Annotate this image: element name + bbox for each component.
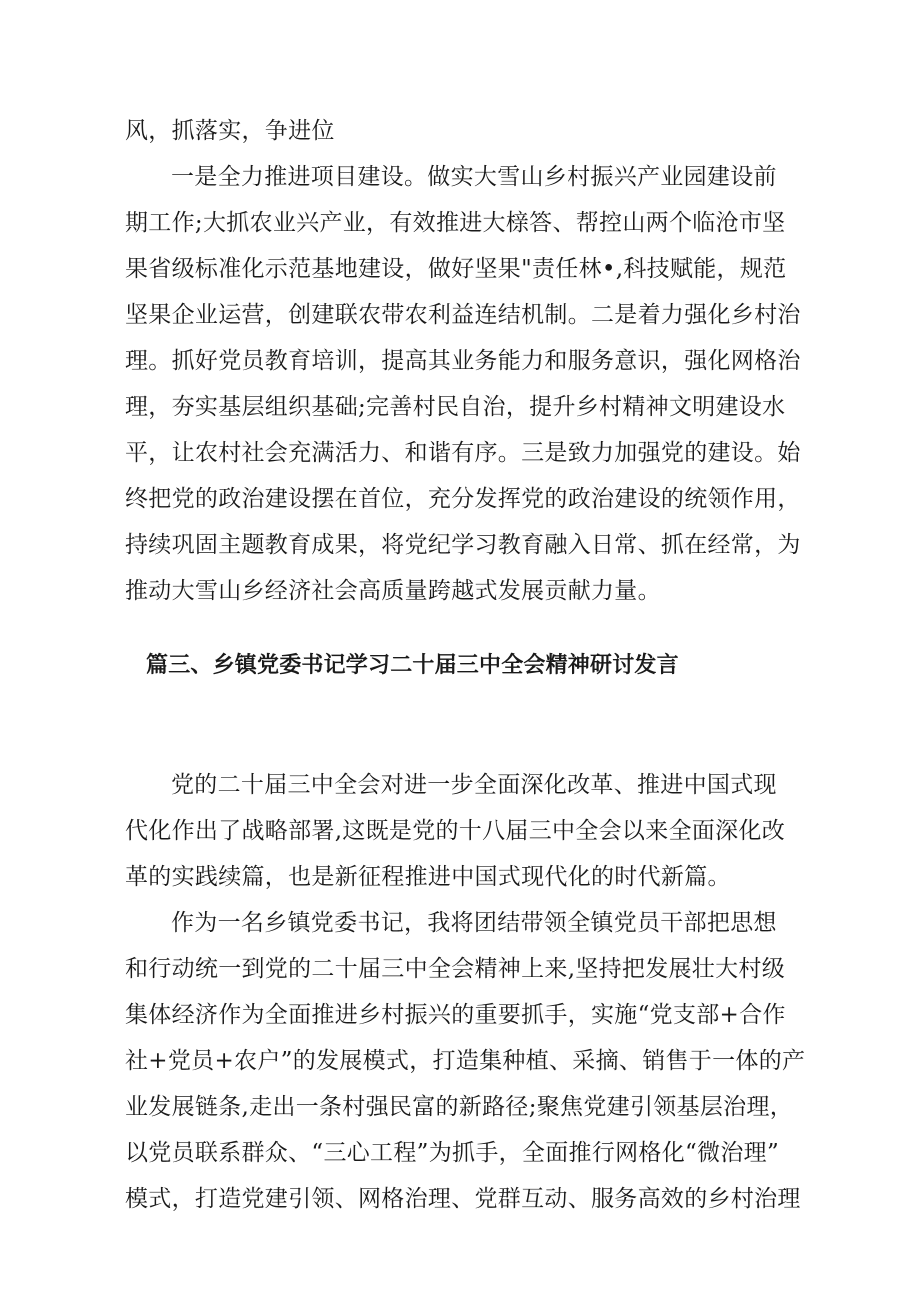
text-line: 坚果企业运营，创建联农带农利益连结机制。二是着力强化乡村治: [125, 302, 801, 328]
text-line: 社+党员+农户”的发展模式，打造集种植、采摘、销售于一体的产: [125, 1048, 806, 1074]
text-line: 代化作出了战略部署,这既是党的十八届三中全会以来全面深化改: [125, 818, 786, 844]
text-line: 和行动统一到党的二十届三中全会精神上来,坚持把发展壮大村级: [125, 956, 786, 982]
text-line: 风，抓落实，争进位: [125, 118, 335, 144]
section-two-paragraph: [125, 108, 805, 614]
text-line: 期工作;大抓农业兴产业，有效推进大榇答、帮控山两个临沧市坚: [125, 210, 786, 236]
section-three-body: [125, 762, 805, 1222]
text-line: 果省级标准化示范基地建设，做好坚果"责任林•,科技赋能，规范: [125, 256, 787, 282]
text-line: 业发展链条,走出一条村强民富的新路径;聚焦党建引领基层治理，: [125, 1094, 794, 1120]
text-line: 终把党的政治建设摆在首位，充分发挥党的政治建设的统领作用，: [125, 486, 801, 512]
text-line: 理，夯实基层组织基础;完善村民自治，提升乡村精神文明建设水: [125, 394, 786, 420]
text-line: 推动大雪山乡经济社会高质量跨越式发展贡献力量。: [125, 578, 661, 604]
text-line: 平，让农村社会充满活力、和谐有序。三是致力加强党的建设。始: [125, 440, 801, 466]
text-line: 集体经济作为全面推进乡村振兴的重要抓手，实施“党支部+合作: [125, 1002, 786, 1028]
text-line: 模式，打造党建引领、网格治理、党群互动、服务高效的乡村治理: [125, 1186, 801, 1212]
text-line: 理。抓好党员教育培训，提高其业务能力和服务意识，强化网格治: [125, 348, 801, 374]
text-line: 革的实践续篇，也是新征程推进中国式现代化的时代新篇。: [125, 864, 731, 890]
text-line: 一是全力推进项目建设。做实大雪山乡村振兴产业园建设前: [171, 164, 777, 190]
text-line: 以党员联系群众、“三心工程”为抓手，全面推行网格化“微治理”: [125, 1140, 780, 1166]
text-line: 作为一名乡镇党委书记，我将团结带领全镇党员干部把思想: [171, 910, 777, 936]
text-line: 持续巩固主题教育成果，将党纪学习教育融入日常、抓在经常，为: [125, 532, 801, 558]
text-line: 党的二十届三中全会对进一步全面深化改革、推进中国式现: [171, 772, 777, 798]
section-three-heading: 篇三、乡镇党委书记学习二十届三中全会精神研讨发言: [146, 653, 679, 678]
